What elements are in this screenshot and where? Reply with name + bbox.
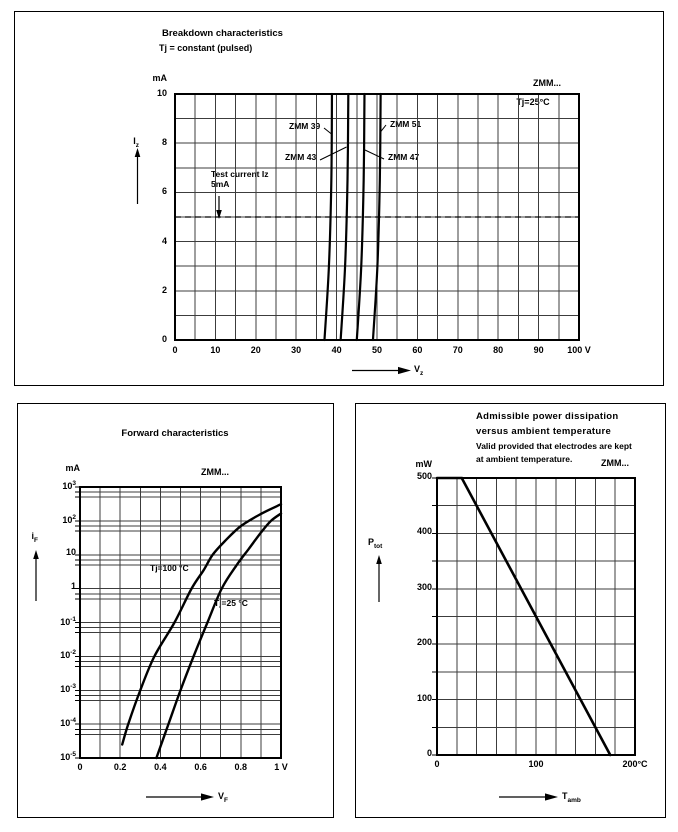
breakdown-panel [14,11,664,386]
tick-label: 0.6 [194,762,207,772]
forward-title: Forward characteristics [121,428,229,439]
tick-label: 0 [172,345,178,355]
x-axis-symbol-sub: z [420,369,424,377]
tick-label: 100 V [567,345,591,355]
tick-label: 4 [161,235,167,246]
tick-label: $10^{-4}$ [60,717,76,729]
tick-label: 300 [416,581,432,592]
breakdown-plot [15,12,662,384]
test-current-line1: Test current Iz [211,169,269,179]
y-axis-symbol-sub: F [34,536,38,544]
y-axis-symbol-main: i [31,531,35,541]
condition-label: Tj=25°C [502,96,564,109]
tick-label: 200 [416,637,432,648]
tick-label: 1 [70,580,76,591]
tick-label: $10^{-2}$ [60,649,76,661]
y-axis-symbol-main: I [133,136,136,146]
test-current-line2: 5mA [211,179,230,190]
tick-label: 500 [416,471,432,481]
tick-label: 10 [156,88,167,98]
y-axis-symbol-sub: tot [374,542,383,550]
tick-label: 60 [412,345,423,355]
x-axis-symbol-main: T [562,791,568,801]
x-axis-symbol-sub: amb [567,796,581,804]
power-panel [355,403,666,818]
tick-label: $10^{-1}$ [60,615,76,627]
tick-label: $10^{-3}$ [60,683,76,695]
tick-label: 0.2 [113,762,127,772]
tick-label: 90 [533,345,544,355]
tick-label: 10 [65,546,76,557]
power-title-line2: versus ambient temperature [476,426,612,437]
tick-label: 0 [161,334,167,344]
tick-label: $10^2$ [62,513,76,525]
y-axis-symbol-main: P [368,537,375,547]
x-axis-symbol-sub: F [224,796,228,804]
x-axis-symbol-main: V [414,364,421,374]
y-unit-label: mW [415,459,432,469]
tick-label: $10^{-5}$ [60,751,76,762]
tick-label: 50 [371,345,382,355]
y-unit-label: mA [65,463,80,473]
y-unit-label: mA [152,73,167,83]
curve-label-zmm39: ZMM 39 [289,121,321,131]
tick-label: $10^3$ [62,480,76,491]
tick-label: 20 [250,345,261,355]
x-axis-symbol-main: V [218,791,225,801]
y-axis-symbol-sub: z [135,141,139,149]
tick-label: 1 V [274,762,288,772]
tick-label: 10 [210,345,221,355]
power-note-line2: at ambient temperature. [476,454,573,464]
tick-label: 400 [416,526,432,537]
tick-label: 8 [161,137,167,148]
forward-panel [17,403,334,818]
tick-label: 0 [434,759,440,769]
tick-label: 0.4 [154,762,167,772]
tick-label: 200°C [622,759,648,769]
breakdown-title: Breakdown characteristics [162,28,283,39]
tick-label: 100 [416,692,432,703]
tick-label: 70 [452,345,463,355]
tick-label: 2 [161,284,167,295]
device-label: ZMM... [201,467,229,477]
device-label: ZMM... [601,458,629,468]
curve-label-zmm43: ZMM 43 [285,152,317,162]
curve-label-zmm51: ZMM 51 [390,119,422,129]
curve-label-tj25: Tj=25 °C [214,598,248,608]
breakdown-subtitle: Tj = constant (pulsed) [159,43,253,53]
tick-label: 80 [493,345,504,355]
tick-label: 6 [161,186,167,197]
tick-label: 100 [528,759,544,769]
power-title-line1: Admissible power dissipation [476,411,619,422]
device-label: ZMM... [533,78,561,88]
curve-label-tj100: Tj=100 °C [150,563,189,573]
tick-label: 0 [426,748,432,758]
power-note-line1: Valid provided that electrodes are kept [476,441,632,451]
tick-label: 40 [331,345,342,355]
curve-label-zmm47: ZMM 47 [388,152,420,162]
tick-label: 0.8 [234,762,248,772]
tick-label: 0 [77,762,83,772]
tick-label: 30 [291,345,302,355]
